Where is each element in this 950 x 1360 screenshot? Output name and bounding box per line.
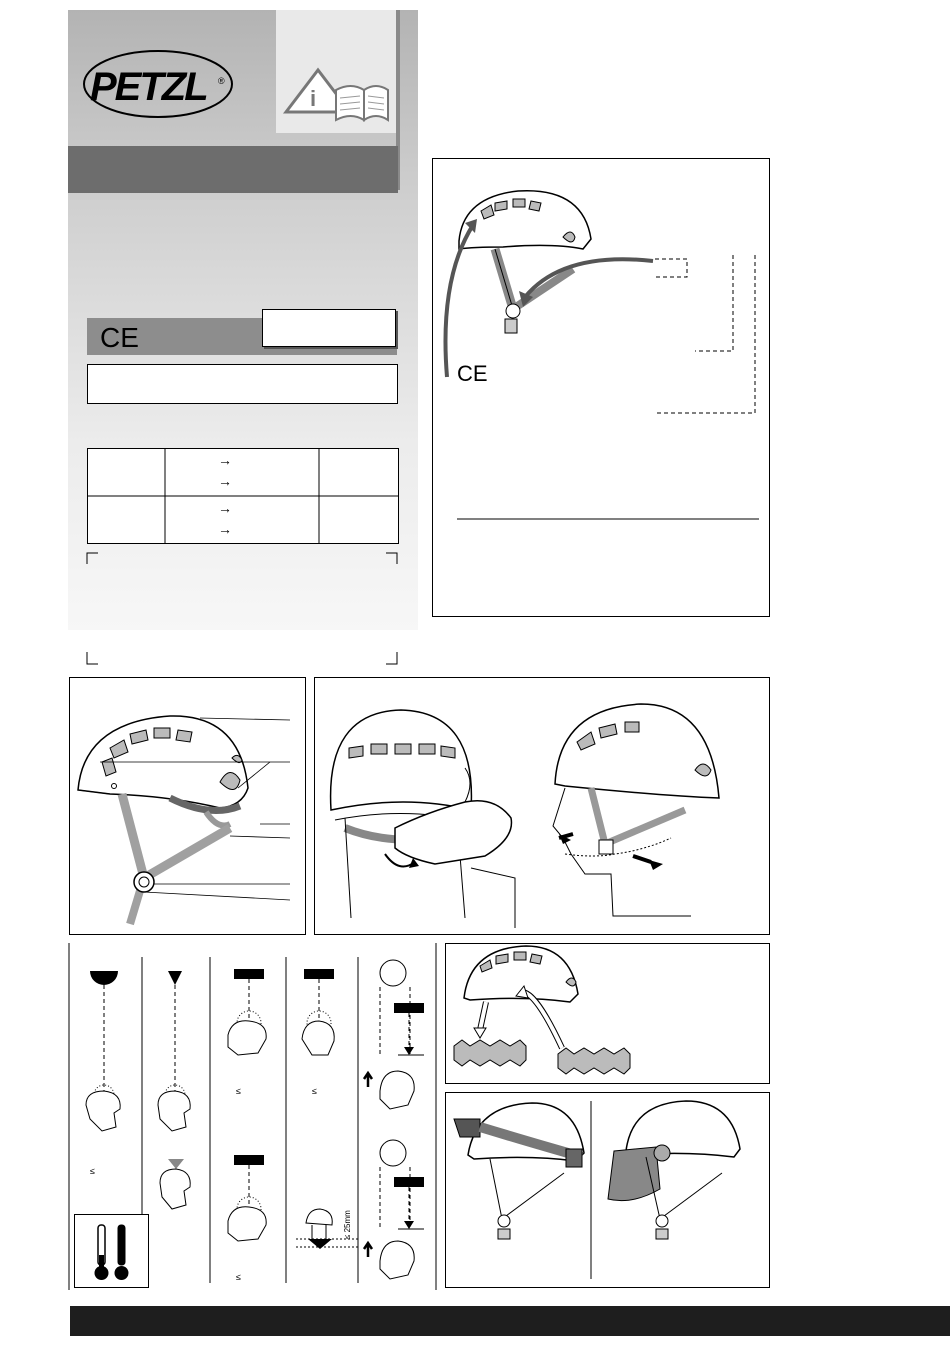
title-band bbox=[68, 146, 398, 193]
info-box bbox=[87, 364, 398, 404]
le-mark: ≤ bbox=[236, 1086, 241, 1096]
le-mark: ≤ bbox=[236, 1272, 241, 1282]
helmet-label-card bbox=[432, 158, 770, 617]
spec-table bbox=[87, 448, 399, 544]
svg-text:i: i bbox=[310, 86, 317, 111]
read-instructions-icon bbox=[276, 10, 396, 133]
helmet-fitting-diagram bbox=[314, 677, 770, 935]
ce-mark-card: CE bbox=[457, 361, 488, 386]
logo-text: PETZL bbox=[90, 65, 207, 109]
petzl-logo bbox=[78, 44, 238, 124]
le-mark: ≤ bbox=[312, 1086, 317, 1096]
le-mark: ≤ bbox=[90, 1166, 95, 1176]
table-arrow: → bbox=[218, 521, 232, 537]
registered-mark: ® bbox=[218, 76, 225, 86]
ce-mark bbox=[100, 322, 140, 352]
table-arrow: → bbox=[218, 500, 232, 516]
accessories-diagram bbox=[445, 1092, 770, 1288]
crop-marks bbox=[86, 552, 398, 666]
temperature-icon bbox=[74, 1214, 149, 1288]
table-arrow: → bbox=[218, 452, 232, 468]
liner-removal-diagram bbox=[445, 943, 770, 1084]
ce-label-box bbox=[262, 309, 396, 347]
helmet-parts-diagram bbox=[69, 677, 306, 935]
footer-bar bbox=[70, 1306, 950, 1336]
ce-mark-text: CE bbox=[100, 322, 139, 352]
chin-strap-gap-label: ≤ 25mm bbox=[343, 1210, 352, 1239]
table-arrow: → bbox=[218, 473, 232, 489]
